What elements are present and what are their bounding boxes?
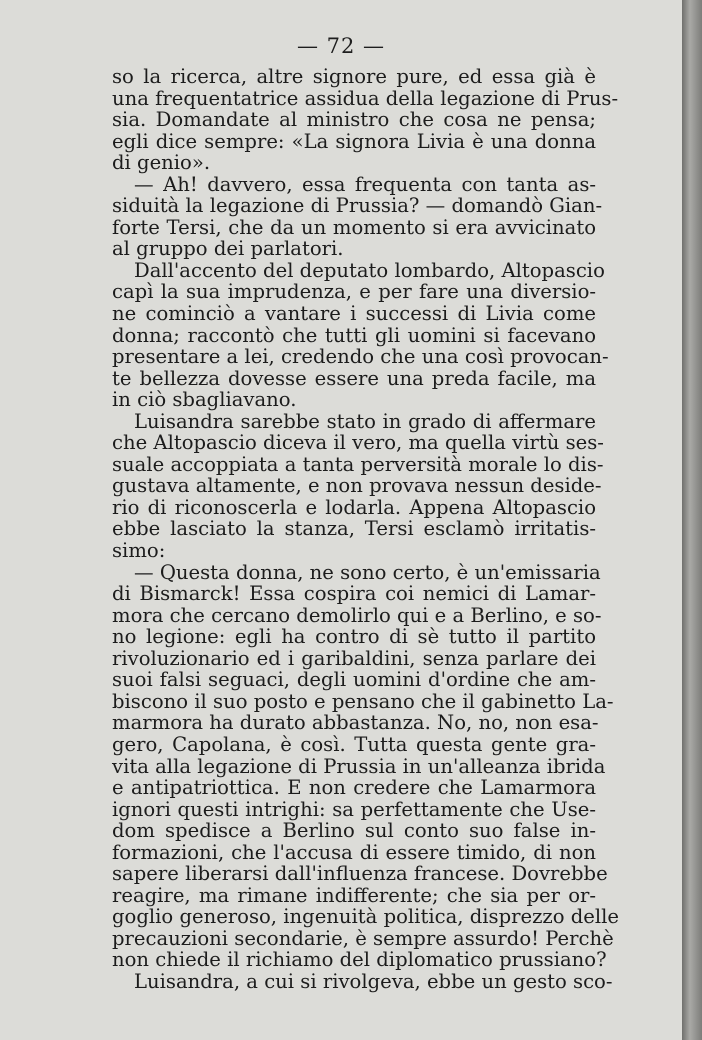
text-line: e antipatriottica. E non credere che Lamarmora	[112, 776, 596, 800]
text-line: di genio».	[112, 151, 211, 175]
text-line: precauzioni secondarie, è sempre assurdo! Perchè	[112, 926, 614, 950]
text-line: — Ah! davvero, essa frequenta con tanta as-	[134, 172, 596, 196]
text-line: so la ricerca, altre signore pure, ed essa già è	[112, 65, 596, 88]
text-line: ebbe lasciato la stanza, Tersi esclamò irritatis-	[112, 517, 596, 541]
text-line: goglio generoso, ingenuità politica, disprezzo delle	[112, 905, 620, 929]
text-line: ignori questi intrighi: sa perfettamente che Use-	[112, 797, 596, 821]
text-line: gero, Capolana, è così. Tutta questa gente gra-	[112, 732, 596, 756]
text-line: rivoluzionario ed i garibaldini, senza parlare dei	[112, 646, 596, 670]
text-line: egli dice sempre: «La signora Livia è una donna	[112, 129, 596, 153]
text-line: suoi falsi seguaci, degli uomini d'ordine che am-	[112, 668, 596, 692]
text-line: di Bismarck! Essa cospira coi nemici di Lamar-	[112, 582, 596, 606]
text-line: non chiede il richiamo del diplomatico prussiano?	[112, 948, 607, 972]
text-line: rio di riconoscerla e lodarla. Appena Altopascio	[112, 495, 596, 519]
page-number: — 72 —	[296, 34, 386, 58]
text-line: biscono il suo posto e pensano che il gabinetto La-	[112, 689, 614, 713]
text-line: simo:	[112, 539, 166, 563]
text-line: no legione: egli ha contro di sè tutto il partito	[112, 625, 596, 649]
text-line: in ciò sbagliavano.	[112, 388, 297, 412]
page-text-block	[112, 65, 620, 993]
text-line: Luisandra, a cui si rivolgeva, ebbe un gesto sco-	[134, 969, 613, 993]
text-line: ne cominciò a vantare i successi di Livia come	[112, 302, 596, 326]
text-line: reagire, ma rimane indifferente; che sia per or-	[112, 883, 596, 907]
text-line: mora che cercano demolirlo qui e a Berlino, e so-	[112, 603, 602, 627]
text-line: sia. Domandate al ministro che cosa ne pensa;	[112, 108, 596, 132]
text-line: al gruppo dei parlatori.	[112, 237, 344, 261]
text-line: — Questa donna, ne sono certo, è un'emissaria	[134, 560, 601, 584]
text-line: te bellezza dovesse essere una preda facile, ma	[112, 366, 596, 390]
text-line: Luisandra sarebbe stato in grado di affermare	[134, 409, 596, 433]
text-line: siduità la legazione di Prussia? — domandò Gian-	[112, 194, 603, 218]
text-line: formazioni, che l'accusa di essere timido, di non	[112, 840, 596, 864]
text-line: che Altopascio diceva il vero, ma quella virtù ses-	[112, 431, 604, 455]
text-line: vita alla legazione di Prussia in un'alleanza ibrida	[112, 754, 606, 778]
text-line: capì la sua imprudenza, e per fare una diversio-	[112, 280, 596, 304]
page-edge-shadow	[682, 0, 702, 1040]
text-line: presentare a lei, credendo che una così provocan-	[112, 345, 609, 369]
text-line: marmora ha durato abbastanza. No, no, non esa-	[112, 711, 599, 735]
text-line: sapere liberarsi dall'influenza francese. Dovrebbe	[112, 862, 608, 886]
text-line: una frequentatrice assidua della legazione di Prus-	[112, 86, 619, 110]
text-line: dom spedisce a Berlino sul conto suo false in-	[112, 819, 596, 843]
text-line: donna; raccontò che tutti gli uomini si facevano	[112, 323, 596, 347]
text-line: forte Tersi, che da un momento si era avvicinato	[112, 215, 596, 239]
text-line: suale accoppiata a tanta perversità morale lo dis-	[112, 452, 604, 476]
text-line: Dall'accento del deputato lombardo, Altopascio	[134, 258, 605, 282]
text-line: gustava altamente, e non provava nessun deside-	[112, 474, 602, 498]
